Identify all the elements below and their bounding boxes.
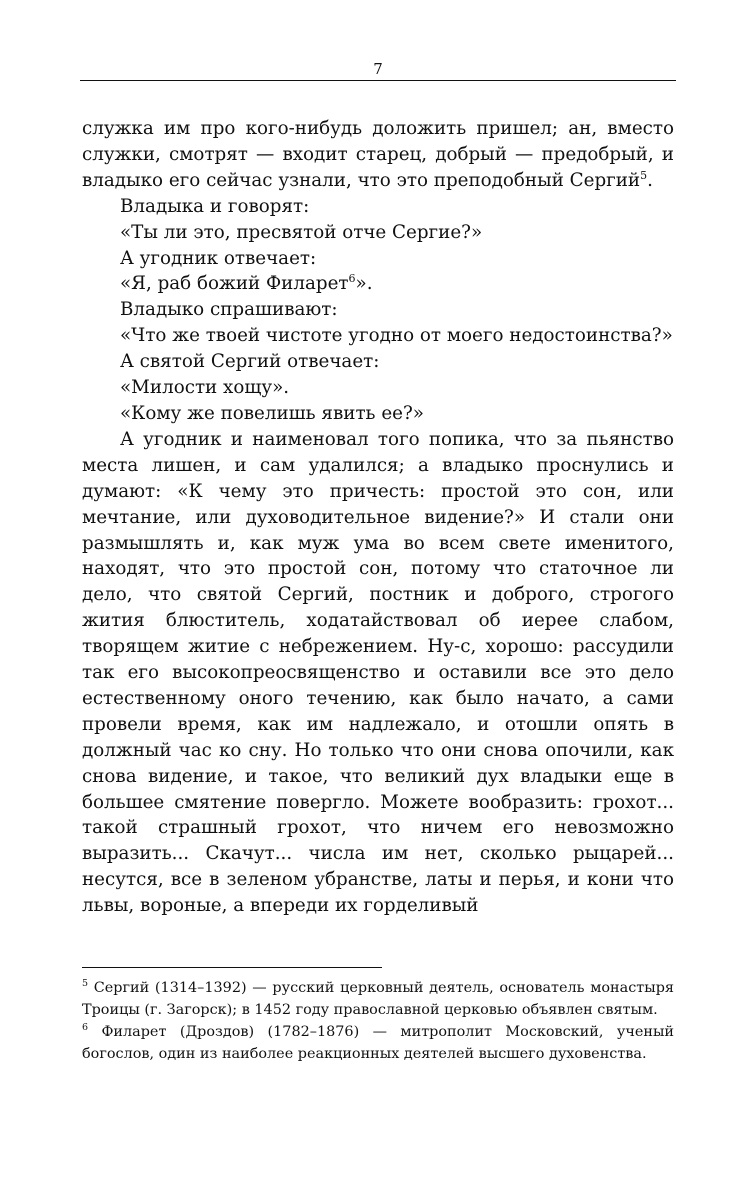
paragraph: А святой Сергий отвечает: bbox=[120, 351, 380, 373]
paragraph: А угодник и наименовал того попика, что за пьянство места лишен, и сам удалился; а владыко проснулись и думают: «К чему это причесть: простой это сон, или мечтание, или духоводительное видение?» И стали они размышлять и, как муж ума во всем свете именитого, находят, что это простой сон, потому что статочное ли дело, что святой Сергий, постник и доброго, строгого жития блюститель, ходатайствовал об иерее слабом, творящем житие с небрежением. Ну-с, хорошо: рассудили так его высокопреосвященство и оставили все это дело естественному оного течению, как было начато, а сами провели время, как им надлежало, и отошли опять в должный час ко сну. Но только что они снова опочили, как снова видение, и такое, что великий дух владыки еще в большее смятение повергло. Можете вообразить: грохот... такой страшный грохот, что ничем его невозможно выразить... Скачут... числа им нет, сколько рыцарей... несутся, все в зеленом убранстве, латы и перья, и кони что львы, вороные, а впереди их горделивый bbox=[82, 428, 674, 917]
paragraph: «Что же твоей чистоте угодно от моего недостоинства?» bbox=[120, 325, 673, 347]
paragraph bbox=[82, 271, 674, 297]
footnote-text: Филарет (Дроздов) (1782–1876) — митрополит Московский, ученый богослов, один из наиболее реакционных деятелей высшего духовенства. bbox=[82, 1024, 674, 1062]
paragraph-text: служка им про кого-нибудь доложить пришел; ан, вместо служки, смотрят — входит старец, добрый — предобрый, и владыко его сейчас узнали, что это преподобный Сергий bbox=[82, 118, 674, 191]
paragraph bbox=[82, 116, 674, 194]
footnote-mark: 5 bbox=[82, 977, 89, 989]
paragraph: «Кому же повелишь явить ее?» bbox=[120, 402, 424, 424]
paragraph-tail: ». bbox=[355, 273, 373, 295]
paragraph: А угодник отвечает: bbox=[120, 247, 317, 269]
body-text bbox=[82, 116, 674, 919]
paragraph-tail: . bbox=[647, 169, 653, 191]
footnote-mark: 6 bbox=[82, 1021, 89, 1033]
footnote bbox=[82, 977, 674, 1021]
page-number: 7 bbox=[373, 60, 383, 78]
footnote bbox=[82, 1021, 674, 1065]
footnote-reference: 6 bbox=[348, 272, 356, 286]
footnotes bbox=[82, 977, 674, 1065]
footnote-text: Сергий (1314–1392) — русский церковный деятель, основатель монастыря Троицы (г. Загорск); в 1452 году православной церковью объявлен святым. bbox=[82, 980, 674, 1018]
header-rule bbox=[80, 80, 676, 81]
paragraph: Владыка и говорят: bbox=[120, 195, 310, 217]
footnote-reference: 5 bbox=[640, 168, 648, 182]
paragraph: «Ты ли это, пресвятой отче Сергие?» bbox=[120, 221, 483, 243]
paragraph-text: «Я, раб божий Филарет bbox=[120, 273, 349, 295]
paragraph: Владыко спрашивают: bbox=[120, 299, 338, 321]
footnote-rule bbox=[82, 967, 382, 968]
paragraph: «Милости хощу». bbox=[120, 377, 290, 399]
